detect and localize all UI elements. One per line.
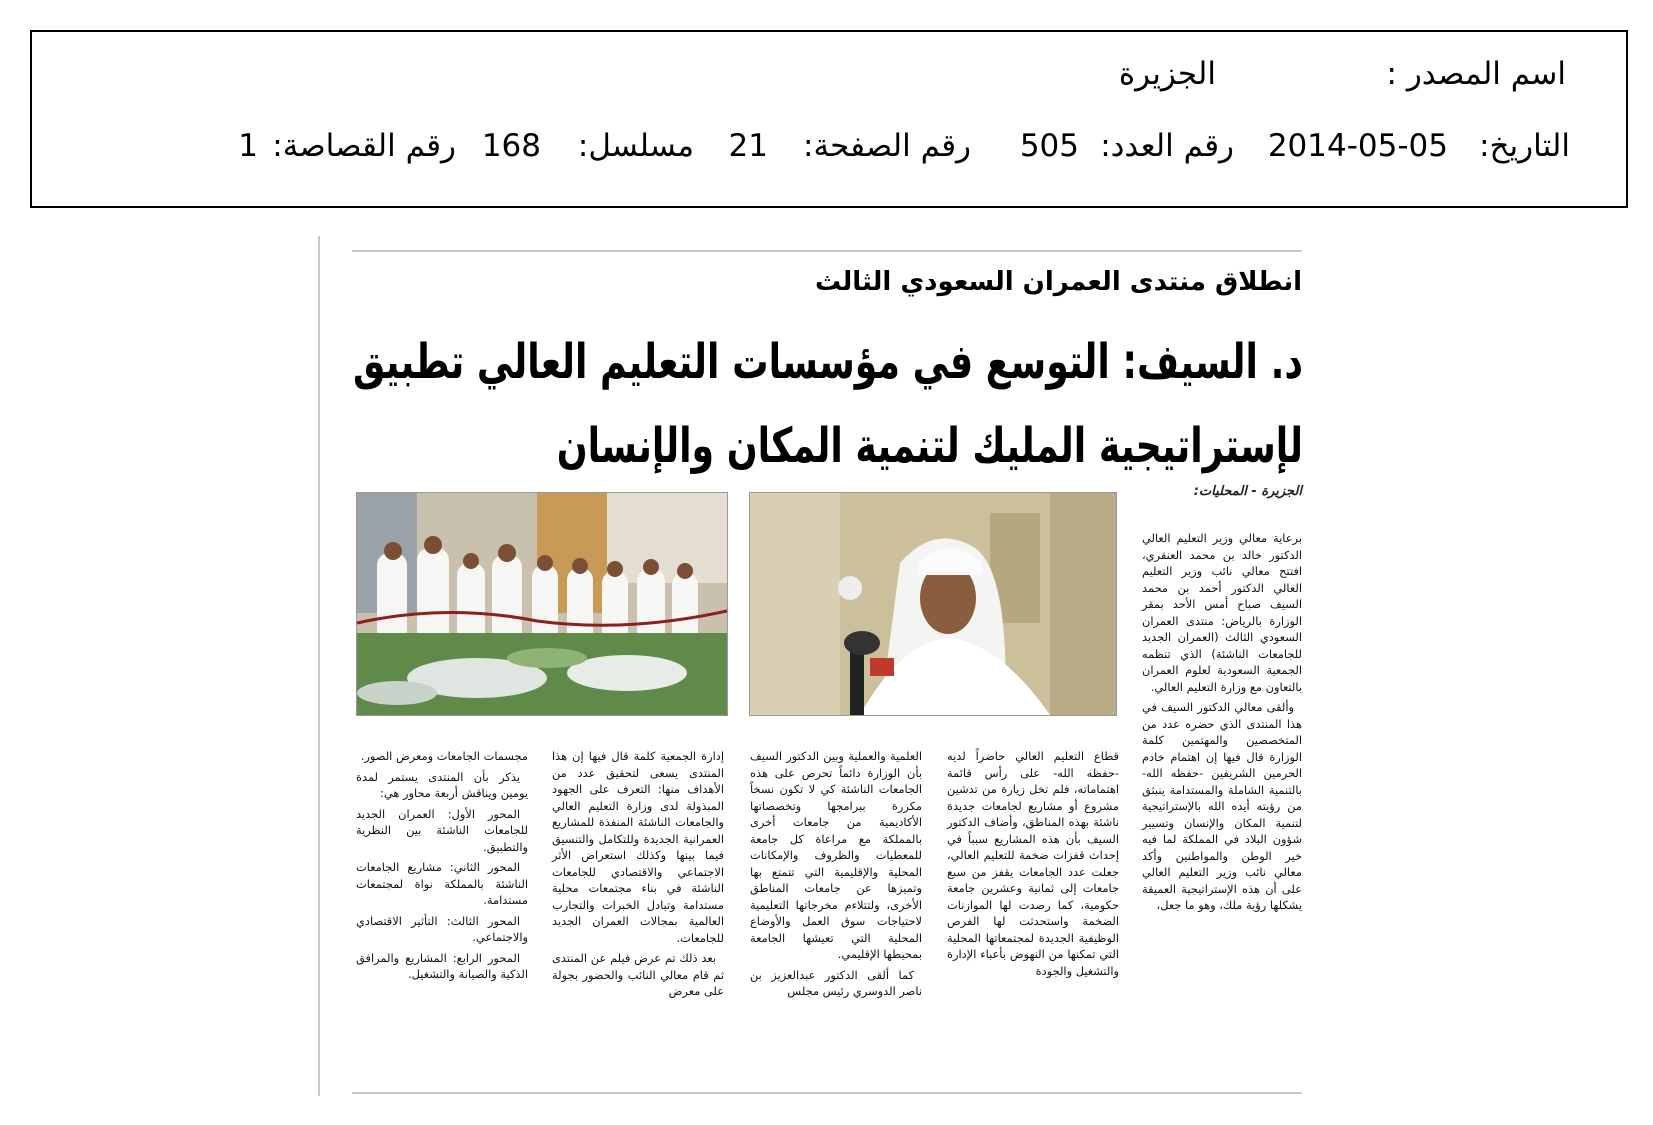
page-value: 21 [728,128,768,164]
column-5-paragraph-3: المحور الأول: العمران الجديد للجامعات الناشئة بين النظرية والتطبيق. [356,806,528,854]
column-1-paragraph-1: برعاية معالي وزير التعليم العالي الدكتور خالد بن محمد العنقري، افتتح معالي نائب وزير التعليم العالي الدكتور أحمد بن محمد السيف صباح أمس الأحد بمقر الوزارة بالرياض: منتدى العمران السعودي الثالث (العمران الجديد للجامعات الناشئة) الذي تنظمه الجمعية السعودية لعلوم العمران بالتعاون مع وزارة التعليم العالي. [1142,531,1302,694]
column-5-paragraph-5: المحور الثالث: التأثير الاقتصادي والاجتماعي. [356,913,528,944]
speaker-photo [749,492,1117,716]
column-2-paragraph-1: قطاع التعليم العالي حاضراً لديه -حفظه الله- على رأس قائمة اهتماماته، فلم تخل زيارة من تدشين مشروع أو مشاريع لجامعات جديدة ناشئة بهذه المناطق، وأضاف الدكتور السيف بأن هذه المشاريع سبباً في إحداث قفزات ضخمة للتعليم العالي، جعلت عدد الجامعات يقفز من سبع جامعات إلى ثمانية وعشرين جامعة حكومية، كما رصدت لها الموازنات الضخمة واستحدثت لها الفرص الوظيفية الجديدة لمجتمعاتها المحلية التي تمكنها من النهوض بأعباء الإدارة والتشغيل والجودة [947,749,1119,978]
issue-value: 505 [1019,128,1079,164]
source-label: اسم المصدر : [1386,56,1566,92]
issue-label: رقم العدد: [1100,128,1234,164]
article-column-2 [947,748,1119,979]
article-column-4 [552,748,724,1000]
clipping-label: رقم القصاصة: [272,128,456,164]
top-rule [352,250,1302,252]
clipping-border [318,236,320,1096]
serial-value: 168 [481,128,541,164]
column-4-paragraph-1: إدارة الجمعية كلمة قال فيها إن هذا المنتدى يسعى لتحقيق عدد من الأهداف منها: التعرف على الجهود المبذولة لدى وزارة التعليم العالي والجامعات الناشئة المنفذة للمشاريع العمرانية الجديدة وللتكامل والتنسيق فيما بينها وكذلك استعراض الأثر الاجتماعي والاقتصادي للجامعات الناشئة في بناء مجتمعات محلية مستدامة وتبادل الخبرات والتجارب العالمية بمجالات العمران الجديد للجامعات. [552,749,724,945]
article-byline: الجزيرة - المحليات: [1193,484,1302,499]
article-column-1 [1142,530,1302,914]
campus-model-photo [356,492,728,716]
column-5-paragraph-1: مجسمات الجامعات ومعرض الصور. [360,749,528,763]
page-label: رقم الصفحة: [803,128,971,164]
clipping-value: 1 [238,128,258,164]
headline-line-2: لإستراتيجية المليك لتنمية المكان والإنسان [556,418,1303,474]
article-column-5 [356,748,528,983]
bottom-rule [352,1092,1302,1094]
source-value: الجزيرة [1118,56,1216,92]
column-5-paragraph-6: المحور الرابع: المشاريع والمرافق الذكية والصيانة والتشغيل. [356,950,528,981]
column-3-paragraph-1: العلمية والعملية وبين الدكتور السيف بأن الوزارة دائماً تحرص على هذه الجامعات الناشئة كي لا تكون نسخاً مكررة ببرامجها وتخصصاتها الأكاديمية من جامعات أخرى بالمملكة مع مراعاة كل جامعة للمعطيات والظروف والإمكانات المحلية والإقليمية التي تتمتع بها وتميزها عن جامعات المناطق الأخرى، ولتتلاءم مخرجاتها التعليمية لاحتياجات سوق العمل والأوضاع المحلية التي تعيشها الجامعة بمحيطها الإقليمي. [750,749,922,961]
headline-line-1: د. السيف: التوسع في مؤسسات التعليم العالي تطبيق [353,334,1304,390]
source-info-box [30,30,1628,208]
date-value: 2014-05-05 [1267,128,1448,164]
column-4-paragraph-2: بعد ذلك تم عرض فيلم عن المنتدى ثم قام معالي النائب والحضور بجولة على معرض [552,951,724,998]
column-1-paragraph-2: وألقى معالي الدكتور السيف في هذا المنتدى الذي حضره عدد من المتخصصين والمهتمين كلمة الوزارة قال فيها إن اهتمام خادم الحرمين الشريفين -حفظه الله- بالتنمية الشاملة والمستدامة ينبثق من رؤيته أيده الله بالإستراتيجية لتنمية المكان والإنسان وتسيير شؤون البلاد في المملكة لما فيه خير الوطن والمواطنين وأكد معالي نائب وزير التعليم العالي على أن هذه الإستراتيجية العميقة يشكلها رؤية ملك، وهو ما جعل، [1142,700,1302,912]
article-headline [353,320,1304,488]
article-column-3 [750,748,922,1000]
serial-label: مسلسل: [577,128,694,164]
column-3-paragraph-2: كما ألقى الدكتور عبدالعزيز بن ناصر الدوسري رئيس مجلس [750,967,922,998]
column-5-paragraph-2: يذكر بأن المنتدى يستمر لمدة يومين ويناقش أربعة محاور هي: [356,769,528,800]
campus-model-photo-image [357,493,727,715]
date-label: التاريخ: [1479,128,1570,164]
speaker-photo-image [750,493,1116,715]
article-kicker: انطلاق منتدى العمران السعودي الثالث [814,267,1302,297]
column-5-paragraph-4: المحور الثاني: مشاريع الجامعات الناشئة بالمملكة نواة لمجتمعات مستدامة. [356,860,528,907]
